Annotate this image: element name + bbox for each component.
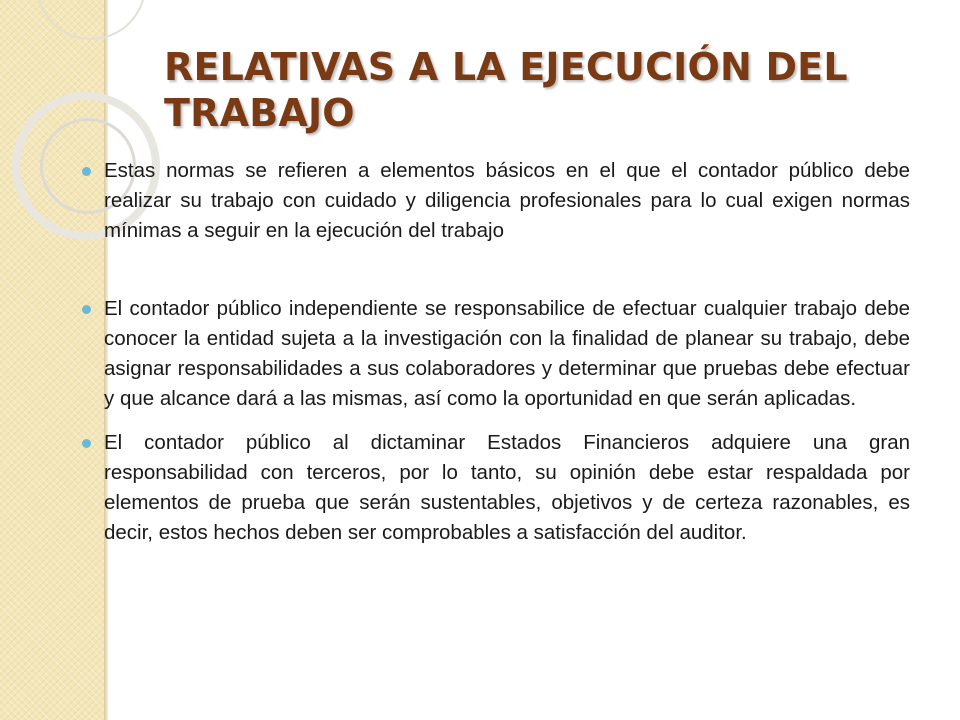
slide-title: RELATIVAS A LA EJECUCIÓN DEL TRABAJO	[164, 45, 848, 135]
bullet-dot-icon	[82, 305, 91, 314]
bullet-item	[82, 156, 910, 246]
bullet-text: El contador público independiente se responsabilice de efectuar cualquier trabajo debe conocer la entidad sujeta a la investigación con la finalidad de planear su trabajo, debe asignar responsabilidades a sus colaboradores y determinar que pruebas debe efectuar y que alcance dará a las mismas, así como la oportunidad en que serán aplicadas.	[104, 297, 910, 410]
bullet-text: Estas normas se refieren a elementos básicos en el que el contador público debe realizar su trabajo con cuidado y diligencia profesionales para lo cual exigen normas mínimas a seguir en la ejecución del trabajo	[104, 159, 910, 242]
bullet-text: El contador público al dictaminar Estados Financieros adquiere una gran responsabilidad con terceros, por lo tanto, su opinión debe estar respaldada por elementos de prueba que serán sustentables, objetivos y de certeza razonables, es decir, estos hechos deben ser comprobables a satisfacción del auditor.	[104, 431, 910, 544]
bullet-dot-icon	[82, 439, 91, 448]
bullet-dot-icon	[82, 167, 91, 176]
bullet-item	[82, 428, 910, 548]
slide-content	[82, 156, 910, 548]
bullet-item	[82, 294, 910, 414]
